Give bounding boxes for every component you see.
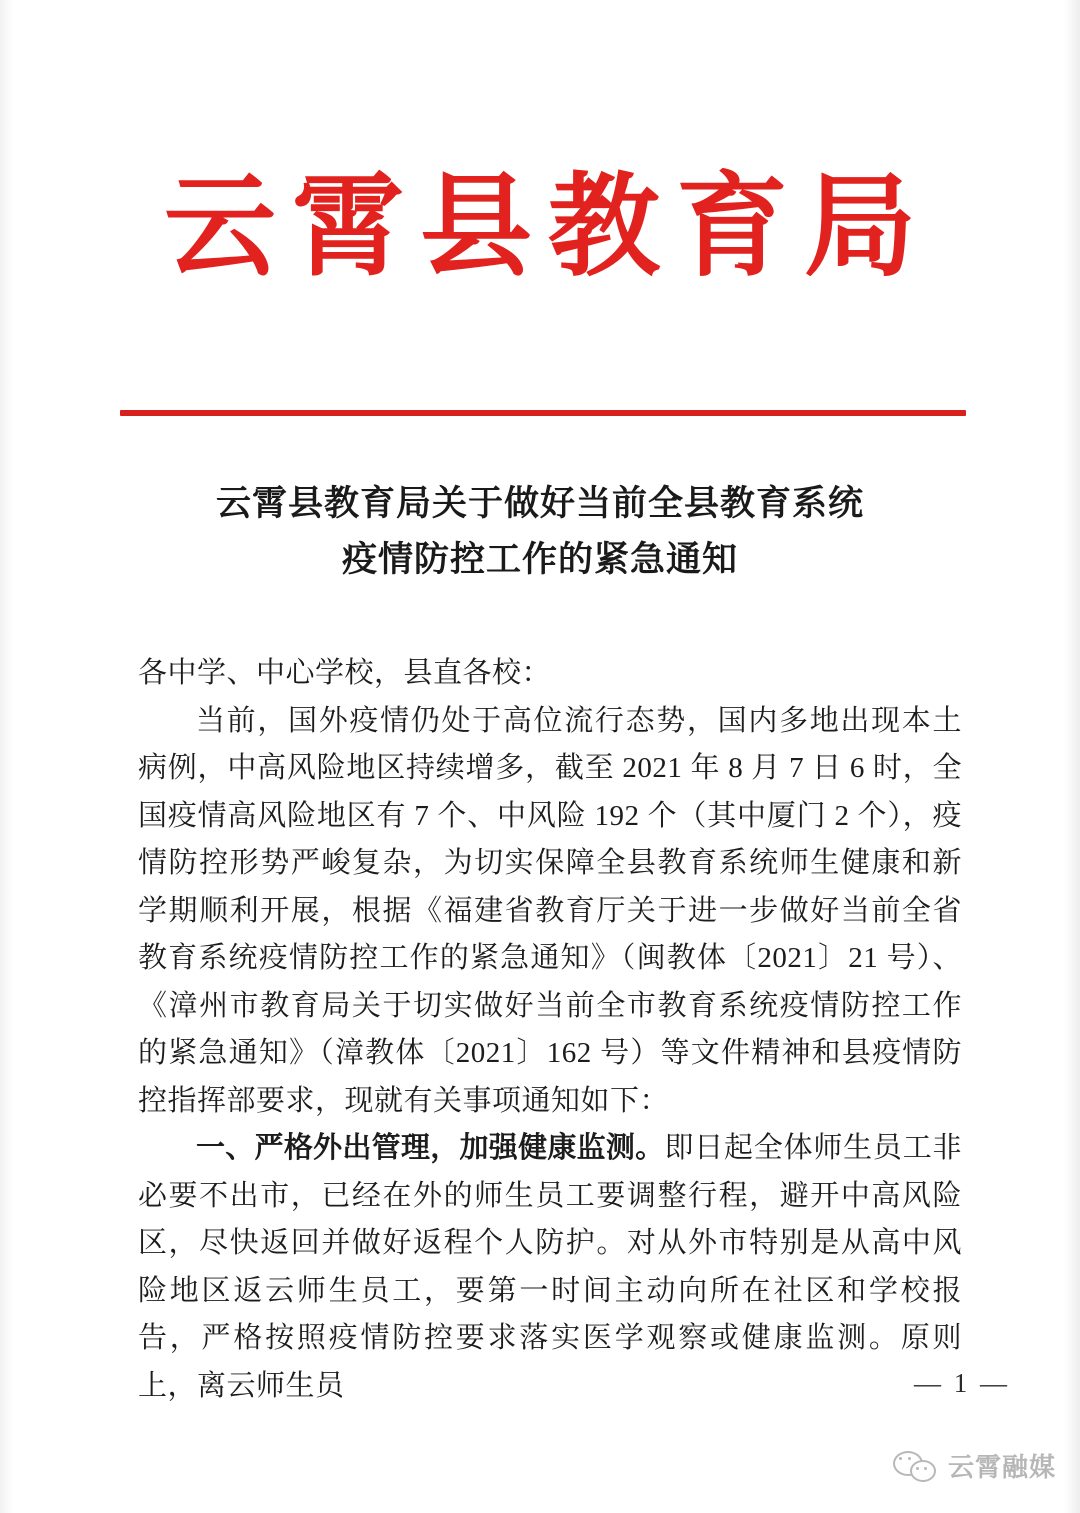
document-title-line-2: 疫情防控工作的紧急通知 — [341, 540, 738, 579]
document-body — [138, 650, 962, 1410]
wechat-icon-dot — [908, 1457, 911, 1460]
wechat-icon-dot — [899, 1457, 902, 1460]
masthead-red-rule — [120, 410, 966, 416]
salutation-line: 各中学、中心学校，县直各校： — [138, 657, 552, 689]
section-1-heading: 一、严格外出管理，加强健康监测。 — [196, 1132, 665, 1164]
document-title — [140, 476, 940, 588]
publisher-watermark — [893, 1447, 1056, 1484]
document-title-line-1: 云霄县教育局关于做好当前全县教育系统 — [215, 484, 864, 523]
wechat-icon-dot — [916, 1467, 919, 1470]
wechat-icon-bubble-small — [910, 1460, 936, 1482]
page-number: — 1 — — [914, 1368, 1010, 1398]
masthead-issuer-name: 云霄县教育局 — [164, 166, 932, 290]
body-paragraph-1: 当前，国外疫情仍处于高位流行态势，国内多地出现本土病例，中高风险地区持续增多，截至 2021 年 8 月 7 日 6 时，全国疫情高风险地区有 7 个、中风险 192 个（其中厦门 2 个），疫情防控形势严峻复杂，为切实保障全县教育系统师生健康和新学期顺利开展，根据《福建省教育厅关于进一步做好当前全省教育系统疫情防控工作的紧急通知》（闽教体〔2021〕21 号）、《漳州市教育局关于切实做好当前全市教育系统疫情防控工作的紧急通知》（漳教体〔2021〕162 号）等文件精神和县疫情防控指挥部要求，现就有关事项通知如下： — [138, 704, 962, 1117]
watermark-label: 云霄融媒 — [948, 1453, 1057, 1482]
section-1-body: 即日起全体师生员工非必要不出市，已经在外的师生员工要调整行程，避开中高风险区，尽快返回并做好返程个人防护。对从外市特别是从高中风险地区返云师生员工，要第一时间主动向所在社区和学校报告，严格按照疫情防控要求落实医学观察或健康监测。原则上，离云师生员 — [138, 1132, 962, 1402]
wechat-icon-dot — [924, 1467, 927, 1470]
wechat-icon — [893, 1449, 939, 1483]
